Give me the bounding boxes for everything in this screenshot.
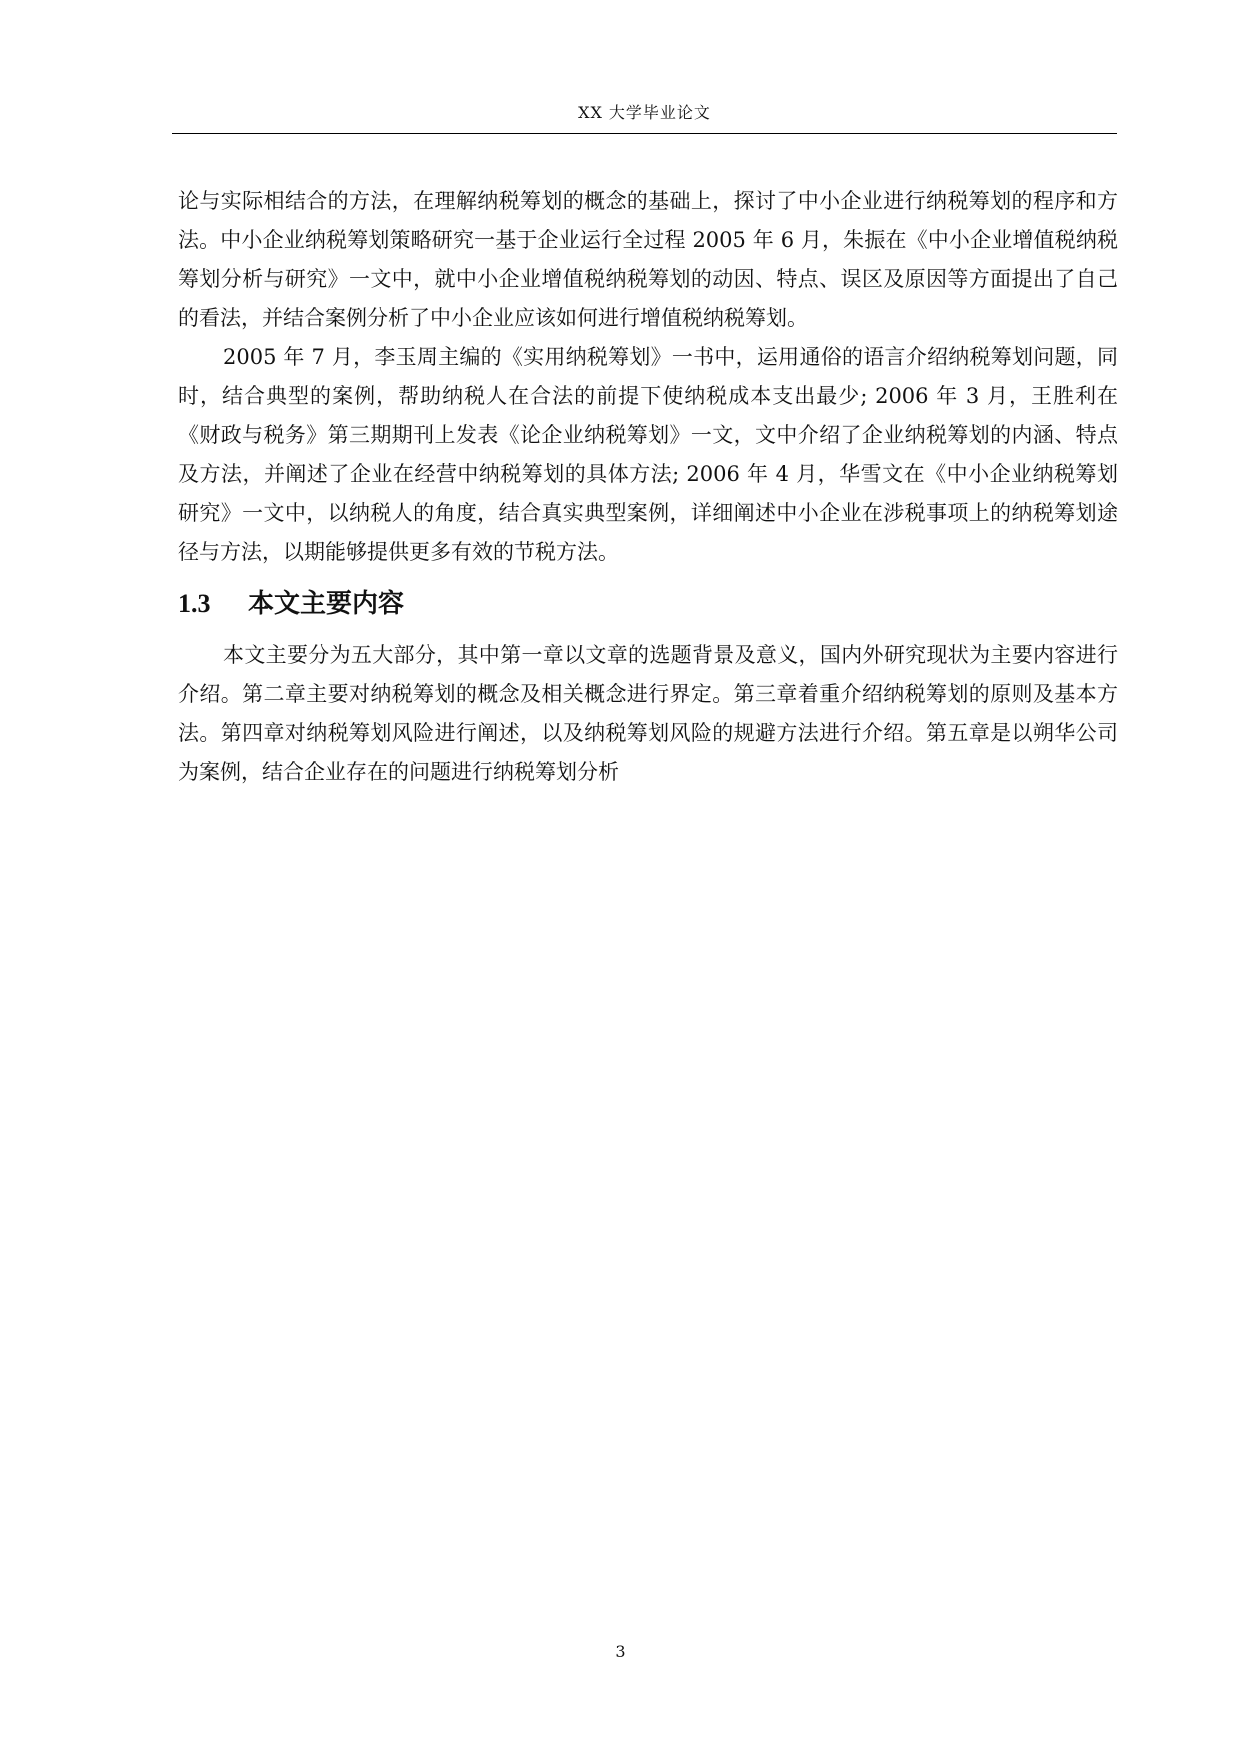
paragraph: 本文主要分为五大部分，其中第一章以文章的选题背景及意义，国内外研究现状为主要内容进行介绍。第二章主要对纳税筹划的概念及相关概念进行界定。第三章着重介绍纳税筹划的原则及基本方法。第四章对纳税筹划风险进行阐述，以及纳税筹划风险的规避方法进行介绍。第五章是以朔华公司为案例，结合企业存在的问题进行纳税筹划分析 — [178, 643, 1118, 784]
running-header: XX 大学毕业论文 — [578, 103, 711, 122]
body-text — [178, 182, 1118, 792]
header-divider — [172, 133, 1117, 134]
section-heading — [178, 582, 1118, 626]
section-title: 本文主要内容 — [248, 589, 405, 619]
section-number: 1.3 — [178, 589, 211, 618]
paragraph-continued: 论与实际相结合的方法，在理解纳税筹划的概念的基础上，探讨了中小企业进行纳税筹划的程序和方法。中小企业纳税筹划策略研究一基于企业运行全过程 2005 年 6 月，朱振在《中小企业增值税纳税筹划分析与研究》一文中，就中小企业增值税纳税筹划的动因、特点、误区及原因等方面提出了自己的看法，并结合案例分析了中小企业应该如何进行增值税纳税筹划。 — [178, 189, 1118, 330]
page-number: 3 — [615, 1642, 626, 1661]
paragraph: 2005 年 7 月，李玉周主编的《实用纳税筹划》一书中，运用通俗的语言介绍纳税筹划问题，同时，结合典型的案例，帮助纳税人在合法的前提下使纳税成本支出最少; 2006 年 3 月，王胜利在《财政与税务》第三期期刊上发表《论企业纳税筹划》一文，文中介绍了企业纳税筹划的内涵、特点及方法，并阐述了企业在经营中纳税筹划的具体方法; 2006 年 4 月，华雪文在《中小企业纳税筹划研究》一文中，以纳税人的角度，结合真实典型案例，详细阐述中小企业在涉税事项上的纳税筹划途径与方法，以期能够提供更多有效的节税方法。 — [178, 345, 1118, 564]
